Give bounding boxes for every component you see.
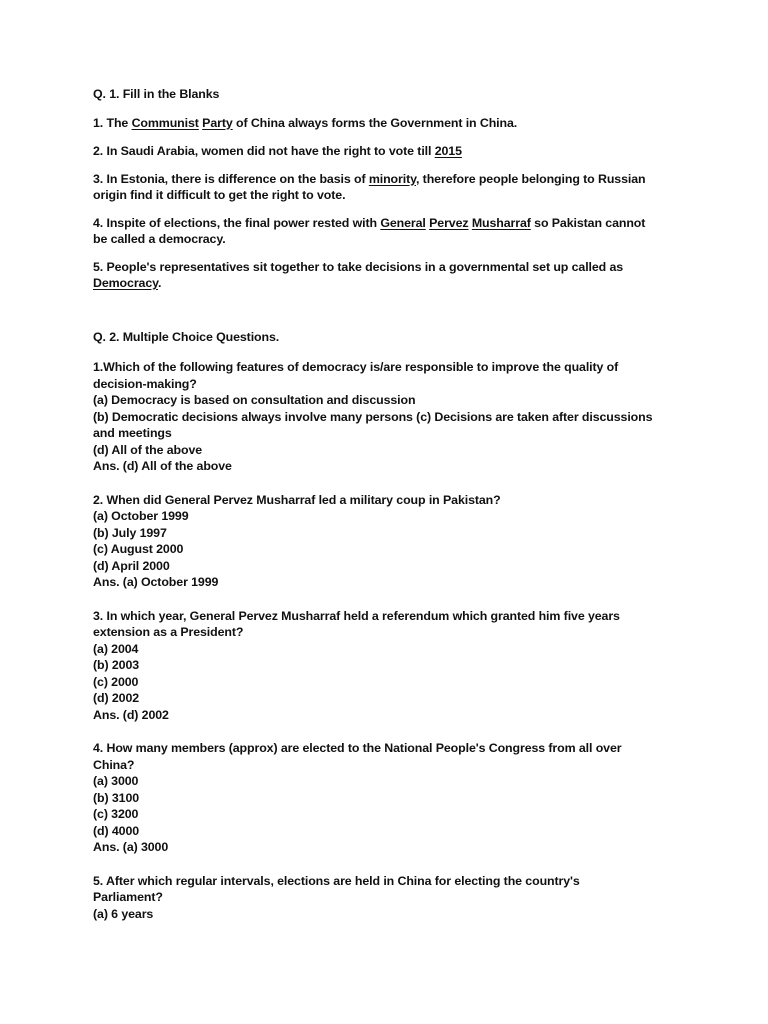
fill-blank-3-line2: origin find it difficult to get the right to vote. xyxy=(93,188,346,202)
mcq-answer: Ans. (d) All of the above xyxy=(93,459,232,473)
mcq-option: (a) October 1999 xyxy=(93,509,189,523)
mcq-option: (b) July 1997 xyxy=(93,525,167,540)
mcq-option: (c) August 2000 xyxy=(93,542,184,556)
fill-blank-5-line2 xyxy=(93,275,693,292)
mcq-option: (a) Democracy is based on consultation and discussion xyxy=(93,393,416,407)
mcq-question-3 xyxy=(93,608,693,724)
blank-answer: Democracy xyxy=(93,276,158,290)
mcq-answer: Ans. (a) 3000 xyxy=(93,840,169,854)
text: . xyxy=(158,276,162,290)
fill-blank-5: 5. People's representatives sit together to take decisions in a governmental set up called as xyxy=(93,259,624,274)
mcq-option: (a) 2004 xyxy=(93,641,139,656)
mcq-line: 2. When did General Pervez Musharraf led a military coup in Pakistan? xyxy=(93,492,501,507)
section1-heading: Q. 1. Fill in the Blanks xyxy=(93,87,220,101)
mcq-answer: Ans. (a) October 1999 xyxy=(93,575,219,589)
fill-blank-1 xyxy=(93,115,693,132)
blank-answer: Party xyxy=(202,115,233,130)
mcq-option: (b) Democratic decisions always involve many persons (c) Decisions are taken after discussions xyxy=(93,409,653,424)
blank-answer: Musharraf xyxy=(471,215,531,230)
blank-answer: Communist xyxy=(131,115,199,130)
mcq-question-2 xyxy=(93,492,693,591)
mcq-line: 4. How many members (approx) are elected to the National People's Congress from all over xyxy=(93,741,622,755)
mcq-option: (d) 4000 xyxy=(93,823,140,838)
mcq-option: and meetings xyxy=(93,426,172,440)
text: of China always forms the Government in China. xyxy=(232,115,518,130)
text: 4. Inspite of elections, the final power rested with xyxy=(93,215,381,230)
mcq-option: (d) All of the above xyxy=(93,442,203,457)
text: 2. In Saudi Arabia, women did not have the right to vote till xyxy=(93,144,435,158)
mcq-line: 1.Which of the following features of democracy is/are responsible to improve the quality of xyxy=(93,360,619,374)
text: 1. The xyxy=(93,115,132,130)
blank-answer: General xyxy=(380,215,426,230)
text: 3. In Estonia, there is difference on the basis of xyxy=(93,171,369,186)
blank-answer: minority xyxy=(368,171,416,186)
mcq-option: (a) 6 years xyxy=(93,906,154,921)
mcq-question-4 xyxy=(93,740,693,856)
text: so Pakistan cannot xyxy=(530,215,646,230)
mcq-line: 5. After which regular intervals, elections are held in China for electing the country's xyxy=(93,873,580,888)
text: , therefore people belonging to Russian xyxy=(416,171,646,186)
blank-answer: 2015 xyxy=(434,144,462,158)
fill-blank-3 xyxy=(93,171,693,188)
mcq-option: (c) 2000 xyxy=(93,674,139,689)
mcq-option: (b) 3100 xyxy=(93,790,140,805)
mcq-option: (a) 3000 xyxy=(93,774,139,788)
fill-blank-4 xyxy=(93,215,693,232)
blank-answer: Pervez xyxy=(429,215,469,230)
section2-heading: Q. 2. Multiple Choice Questions. xyxy=(93,329,280,344)
mcq-line: extension as a President? xyxy=(93,625,244,639)
mcq-option: (d) 2002 xyxy=(93,691,140,705)
fill-blank-2 xyxy=(93,143,693,160)
mcq-line: 3. In which year, General Pervez Musharraf held a referendum which granted him five years xyxy=(93,608,620,623)
mcq-option: (d) April 2000 xyxy=(93,558,170,573)
mcq-line: China? xyxy=(93,757,135,772)
mcq-option: (b) 2003 xyxy=(93,658,140,672)
mcq-line: decision-making? xyxy=(93,376,197,391)
mcq-line: Parliament? xyxy=(93,890,163,904)
mcq-question-5 xyxy=(93,873,693,923)
document-page xyxy=(93,86,693,922)
mcq-question-1 xyxy=(93,359,693,475)
mcq-answer: Ans. (d) 2002 xyxy=(93,707,169,722)
fill-blank-4-line2: be called a democracy. xyxy=(93,232,226,246)
mcq-option: (c) 3200 xyxy=(93,807,139,821)
